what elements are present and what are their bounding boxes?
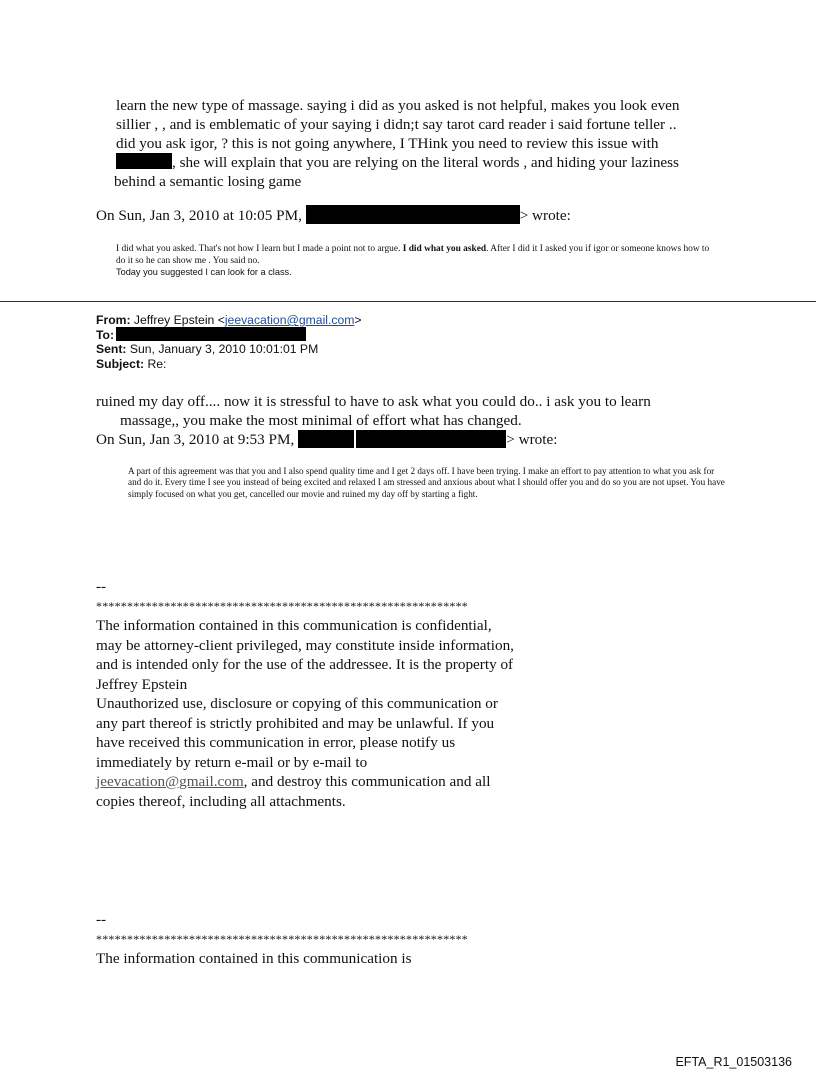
- attribution-wrote: > wrote:: [519, 207, 571, 224]
- quoted-reply: [116, 244, 716, 280]
- redaction-bar: [116, 327, 306, 341]
- signature-dashes: --: [96, 578, 107, 595]
- subject-value: Re:: [147, 356, 167, 371]
- document-id: EFTA_R1_01503136: [675, 1055, 792, 1069]
- redaction-bar: [298, 430, 354, 448]
- quote-line: sillier , , and is emblematic of your saying i didn;t say tarot card reader i said fortune teller ..: [116, 116, 677, 133]
- body-line: ruined my day off.... now it is stressful to have to ask what you could do.. i ask you to learn: [96, 393, 651, 410]
- disclaimer-text: [96, 616, 516, 811]
- to-row: [96, 327, 362, 342]
- email-headers: [96, 313, 362, 371]
- quote-line: learn the new type of massage. saying i did as you asked is not helpful, makes you look even: [116, 97, 680, 114]
- body-line: massage,, you make the most minimal of effort what has changed.: [120, 411, 522, 429]
- redaction-bar: [306, 205, 520, 224]
- disclaimer-email-link[interactable]: jeevacation@gmail.com: [96, 773, 244, 790]
- reply-attribution: [96, 205, 571, 225]
- attribution-date: On Sun, Jan 3, 2010 at 9:53 PM,: [96, 431, 295, 448]
- disclaimer-part: , and destroy this communication and all copies thereof, including all attachments.: [96, 773, 491, 810]
- sent-value: Sun, January 3, 2010 10:01:01 PM: [129, 342, 319, 357]
- disclaimer-name: Jeffrey Epstein: [96, 675, 188, 693]
- signature-dashes: --: [96, 911, 107, 928]
- from-close: >: [354, 313, 362, 327]
- reply-text: . After I did it I asked you if igor or someone knows how to do it so he can show me . You said no.: [116, 244, 710, 266]
- quoted-message: [116, 96, 716, 191]
- attribution-date: On Sun, Jan 3, 2010 at 10:05 PM,: [96, 207, 302, 224]
- subject-label: Subject:: [96, 356, 145, 371]
- reply-bold-text: I did what you asked: [402, 244, 487, 254]
- disclaimer-footer: [96, 577, 516, 811]
- quote-line: [116, 153, 716, 172]
- quoted-reply: A part of this agreement was that you and I also spend quality time and I get 2 days off. I have been trying. I make an effort to pay attention to what you ask for and do it. Every time I see you instead of being excited and relaxed I am stressed and anxious about what I should offer you and do so you are not upset. You have simply focused on what you get, cancelled our movie and ruined my day off by starting a fight.: [128, 466, 725, 499]
- message-body: [96, 393, 736, 450]
- to-label: To:: [96, 328, 115, 343]
- quote-line: behind a semantic losing game: [114, 173, 302, 190]
- from-row: [96, 313, 362, 327]
- redaction-bar: [116, 153, 172, 169]
- stars-divider: ************************************************************: [96, 931, 468, 946]
- separator-line: [0, 301, 816, 302]
- subject-row: [96, 357, 362, 371]
- attribution-wrote: > wrote:: [506, 431, 558, 448]
- disclaimer-footer: [96, 910, 516, 969]
- reply-attribution: [96, 430, 736, 450]
- disclaimer-text: The information contained in this communication is: [96, 950, 412, 967]
- quote-line-text: , she will explain that you are relying on the literal words , and hiding your laziness: [172, 154, 679, 171]
- stars-divider: ************************************************************: [96, 598, 468, 613]
- quote-line: did you ask igor, ? this is not going anywhere, I THink you need to review this issue with: [116, 135, 659, 152]
- reply-sans-text: Today you suggested I can look for a class.: [116, 267, 292, 278]
- redaction-bar: [356, 430, 506, 448]
- from-name: Jeffrey Epstein <: [133, 313, 225, 327]
- disclaimer-part: Unauthorized use, disclosure or copying of this communication or any part thereof is strictly prohibited and may be unlawful. If you have received this communication in error, please notify us immediately by return e-mail or by e-mail to: [96, 695, 498, 771]
- from-email-link[interactable]: jeevacation@gmail.com: [224, 313, 355, 327]
- sent-label: Sent:: [96, 342, 127, 357]
- disclaimer-part: The information contained in this communication is confidential, may be attorney-client privileged, may constitute inside information, and is intended only for the use of the addressee. It is the property of: [96, 617, 514, 673]
- reply-text: I did what you asked. That's not how I learn but I made a point not to argue.: [116, 244, 401, 254]
- from-label: From:: [96, 313, 131, 327]
- sent-row: [96, 342, 362, 356]
